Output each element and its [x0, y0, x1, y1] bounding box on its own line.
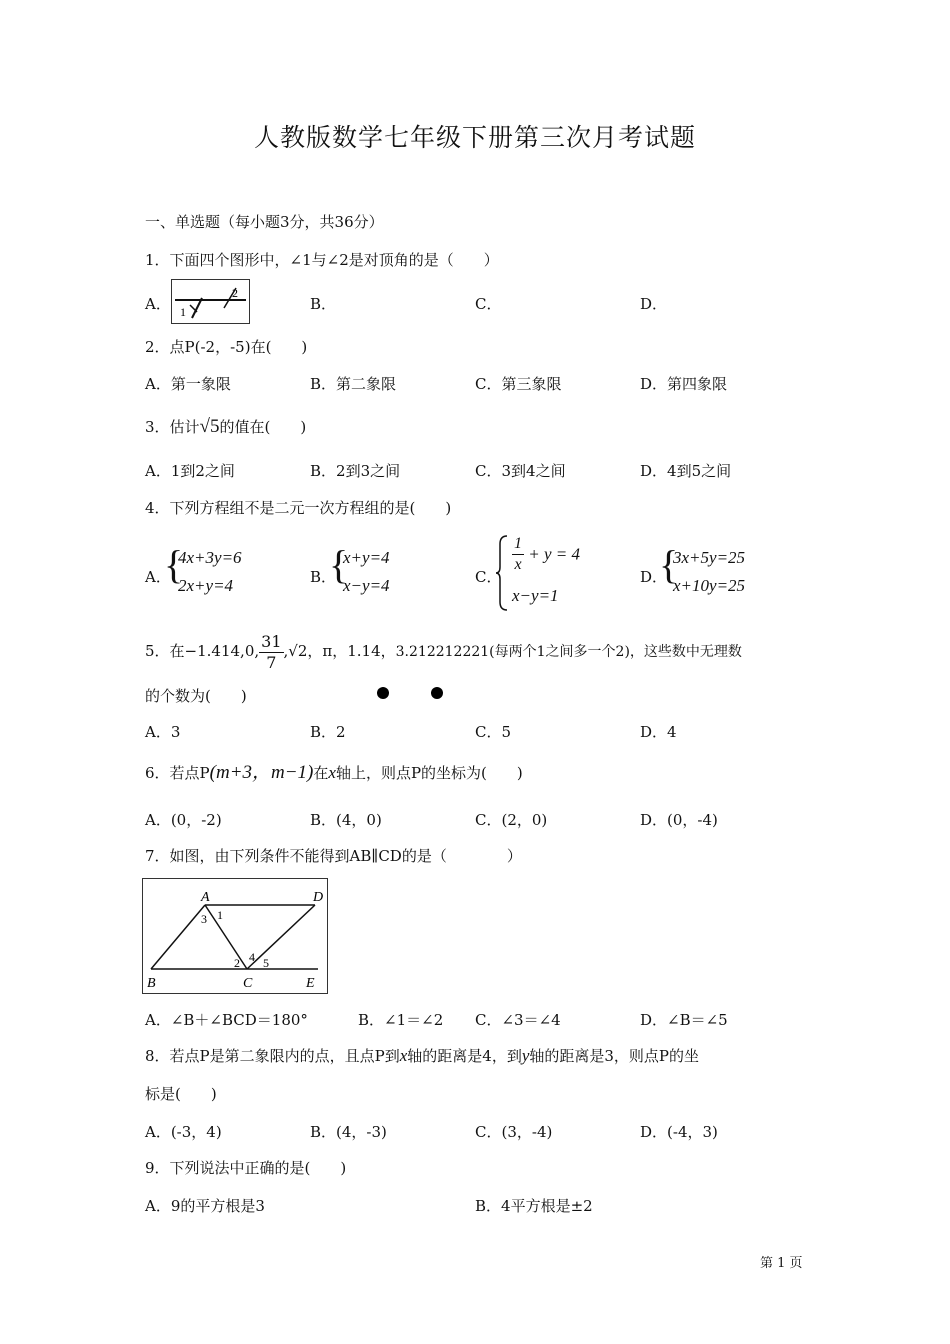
- q3-option-d[interactable]: D．4到5之间: [640, 462, 732, 480]
- parallelogram-figure: [143, 879, 327, 993]
- question-7-stem: 7．如图，由下列条件不能得到AB∥CD的是（ ）: [145, 847, 522, 865]
- q4-system-a: { 4x+3y=6 2x+y=4: [164, 544, 242, 600]
- q4-b-eq2: x−y=4: [343, 576, 390, 595]
- question-8-stem: [145, 1046, 699, 1066]
- q7-option-b[interactable]: B．∠1＝∠2: [358, 1011, 444, 1029]
- q4-c-denominator: x: [514, 556, 522, 573]
- q3-option-a[interactable]: A．1到2之间: [145, 462, 235, 480]
- q8-y-var: y: [521, 1046, 530, 1065]
- q8-option-a[interactable]: A．(-3，4): [145, 1123, 222, 1141]
- q6-var: x: [328, 763, 336, 782]
- q8-stem-mid: 轴的距离是4，到: [407, 1047, 522, 1065]
- q4-option-a[interactable]: A．: [145, 568, 171, 586]
- q2-option-a[interactable]: A．第一象限: [145, 375, 231, 393]
- q5-frac-num: 31: [261, 631, 282, 651]
- q2-option-c[interactable]: C．第三象限: [475, 375, 562, 393]
- q4-a-eq2: 2x+y=4: [178, 576, 234, 595]
- q8-line2: 标是( ): [145, 1085, 217, 1103]
- question-5-stem: [145, 628, 742, 675]
- q7-option-d[interactable]: D．∠B＝∠5: [640, 1011, 728, 1029]
- q6-option-d[interactable]: D．(0，-4): [640, 811, 718, 829]
- q7-angle-3: 3: [201, 912, 207, 926]
- angle-figure: [172, 280, 249, 323]
- q7-option-c[interactable]: C．∠3＝∠4: [475, 1011, 561, 1029]
- q4-system-d: { 3x+5y=25 x+10y=25: [659, 544, 745, 600]
- q4-a-eq1: 4x+3y=6: [178, 548, 242, 567]
- q4-option-d[interactable]: D．: [640, 568, 668, 586]
- q7-option-a[interactable]: A．∠B＋∠BCD＝180°: [145, 1011, 308, 1029]
- q7-label-a: A: [201, 890, 210, 905]
- q7-angle-2: 2: [234, 956, 240, 970]
- q6-stem-mid: 在: [313, 764, 329, 782]
- q7-angle-5: 5: [263, 956, 269, 970]
- q1-option-d[interactable]: D．: [640, 295, 668, 313]
- q2-option-b[interactable]: B．第二象限: [310, 375, 397, 393]
- q4-d-eq1: 3x+5y=25: [673, 548, 746, 567]
- q6-stem-post: 轴上，则点P的坐标为( ): [335, 764, 523, 782]
- q4-c-eq1-rest: + y = 4: [528, 544, 580, 564]
- q9-option-b[interactable]: B．4平方根是±2: [475, 1197, 593, 1215]
- q3-radical: √5: [199, 416, 220, 437]
- q4-d-eq2: x+10y=25: [673, 576, 746, 595]
- q5-line2: 的个数为( ): [145, 687, 247, 705]
- q6-option-b[interactable]: B．(4，0): [310, 811, 382, 829]
- q5-frac-den: 7: [266, 652, 277, 672]
- q5-stem-mid: ,√2，π，1.14，: [283, 642, 396, 660]
- q9-option-a[interactable]: A．9的平方根是3: [145, 1197, 265, 1215]
- question-9-stem: 9．下列说法中正确的是( ): [145, 1159, 347, 1177]
- q3-option-b[interactable]: B．2到3之间: [310, 462, 401, 480]
- q4-option-c[interactable]: C．: [475, 568, 502, 586]
- page-title: 人教版数学七年级下册第三次月考试题: [253, 123, 696, 152]
- section-heading: 一、单选题（每小题3分，共36分）: [145, 213, 384, 231]
- q6-option-a[interactable]: A．(0，-2): [145, 811, 222, 829]
- q7-label-c: C: [243, 976, 253, 991]
- q3-stem-post: 的值在( ): [219, 418, 307, 436]
- q7-angle-1: 1: [217, 908, 223, 922]
- q7-angle-4: 4: [249, 950, 255, 964]
- q5-stem-post: 3.212212221(每两个1之间多一个2)，这些数中无理数: [395, 644, 742, 660]
- q8-stem-pre: 8．若点P是第二象限内的点，且点P到: [145, 1047, 400, 1065]
- question-4-stem: 4．下列方程组不是二元一次方程组的是( ): [145, 499, 452, 517]
- q4-c-eq2: x−y=1: [512, 586, 559, 605]
- decorative-dot: [431, 687, 443, 699]
- q1-option-c[interactable]: C．: [475, 295, 502, 313]
- q5-option-a[interactable]: A．3: [145, 723, 181, 741]
- q7-figure: [142, 878, 328, 994]
- q5-stem-pre: 5．在−1.414,0,: [145, 642, 260, 660]
- question-6-stem: [145, 763, 523, 783]
- q3-option-c[interactable]: C．3到4之间: [475, 462, 566, 480]
- q7-label-d: D: [313, 890, 324, 905]
- question-3-stem: [145, 417, 306, 437]
- q8-x-var: x: [399, 1046, 408, 1065]
- q4-option-b[interactable]: B．: [310, 568, 337, 586]
- q1-fig-label-2: 2: [232, 286, 238, 300]
- page-number: 第 1 页: [760, 1256, 803, 1271]
- q4-c-brace: [494, 534, 510, 612]
- q8-option-c[interactable]: C．(3，-4): [475, 1123, 553, 1141]
- question-2-stem: 2．点P(-2，-5)在( ): [145, 338, 308, 356]
- q4-c-numerator: 1: [512, 534, 524, 555]
- decorative-dot: [377, 687, 389, 699]
- q8-stem-post: 轴的距离是3，则点P的坐: [529, 1047, 700, 1065]
- q1-option-b[interactable]: B．: [310, 295, 337, 313]
- q3-stem-pre: 3．估计: [145, 418, 200, 436]
- q6-option-c[interactable]: C．(2，0): [475, 811, 548, 829]
- q7-label-e: E: [306, 976, 315, 991]
- q8-option-d[interactable]: D．(-4，3): [640, 1123, 718, 1141]
- q6-stem-pre: 6．若点P: [145, 764, 210, 782]
- q1-option-a[interactable]: A．: [145, 295, 171, 313]
- q5-option-b[interactable]: B．2: [310, 723, 346, 741]
- q4-b-eq1: x+y=4: [343, 548, 390, 567]
- q5-option-c[interactable]: C．5: [475, 723, 512, 741]
- q1-figure-a: [171, 279, 250, 324]
- question-1-stem: 1．下面四个图形中，∠1与∠2是对顶角的是（ ）: [145, 251, 499, 269]
- q7-label-b: B: [147, 976, 156, 991]
- q2-option-d[interactable]: D．第四象限: [640, 375, 728, 393]
- q5-option-d[interactable]: D．4: [640, 723, 677, 741]
- q6-coord: (m+3，m−1): [209, 762, 314, 783]
- q4-system-b: { x+y=4 x−y=4: [329, 544, 390, 600]
- q8-option-b[interactable]: B．(4，-3): [310, 1123, 387, 1141]
- q1-fig-label-1: 1: [180, 305, 186, 319]
